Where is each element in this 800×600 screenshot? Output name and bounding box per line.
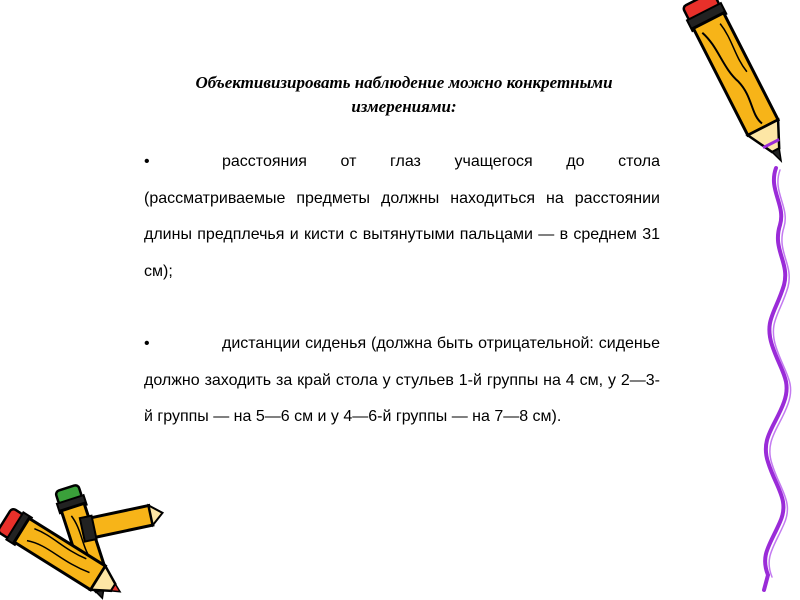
pencil-top-right-icon: [681, 0, 797, 170]
bullet-list: [144, 144, 660, 472]
bullet-text-eye-distance: расстояния от глаз учащегося до стола (рассматриваемые предметы должны находиться на расстоянии длины предплечья и кисти с вытянутыми пальцами — в среднем 31 см);: [144, 153, 660, 280]
bullet-marker: •: [144, 335, 150, 352]
bullet-text-seat-distance: дистанции сиденья (должна быть отрицательной: сиденье должно заходить за край стола у стульев 1-й группы на 4 см, у 2—3-й группы — на 5—6 см и у 4—6-й группы — на 7—8 см).: [144, 335, 660, 425]
bullet-marker: •: [144, 153, 150, 170]
pencil-bottom-left-b-icon: [80, 501, 165, 542]
pencil-bottom-left-c-icon: [0, 506, 129, 600]
slide-title: Объективизировать наблюдение можно конкретными измерениями:: [195, 73, 613, 116]
purple-squiggle-icon: [764, 168, 787, 590]
pencil-bottom-left-a-icon: [53, 484, 115, 600]
purple-squiggle-icon: [769, 170, 791, 577]
bullet-item-eye-distance: [144, 144, 660, 290]
bullet-item-seat-distance: [144, 326, 660, 436]
